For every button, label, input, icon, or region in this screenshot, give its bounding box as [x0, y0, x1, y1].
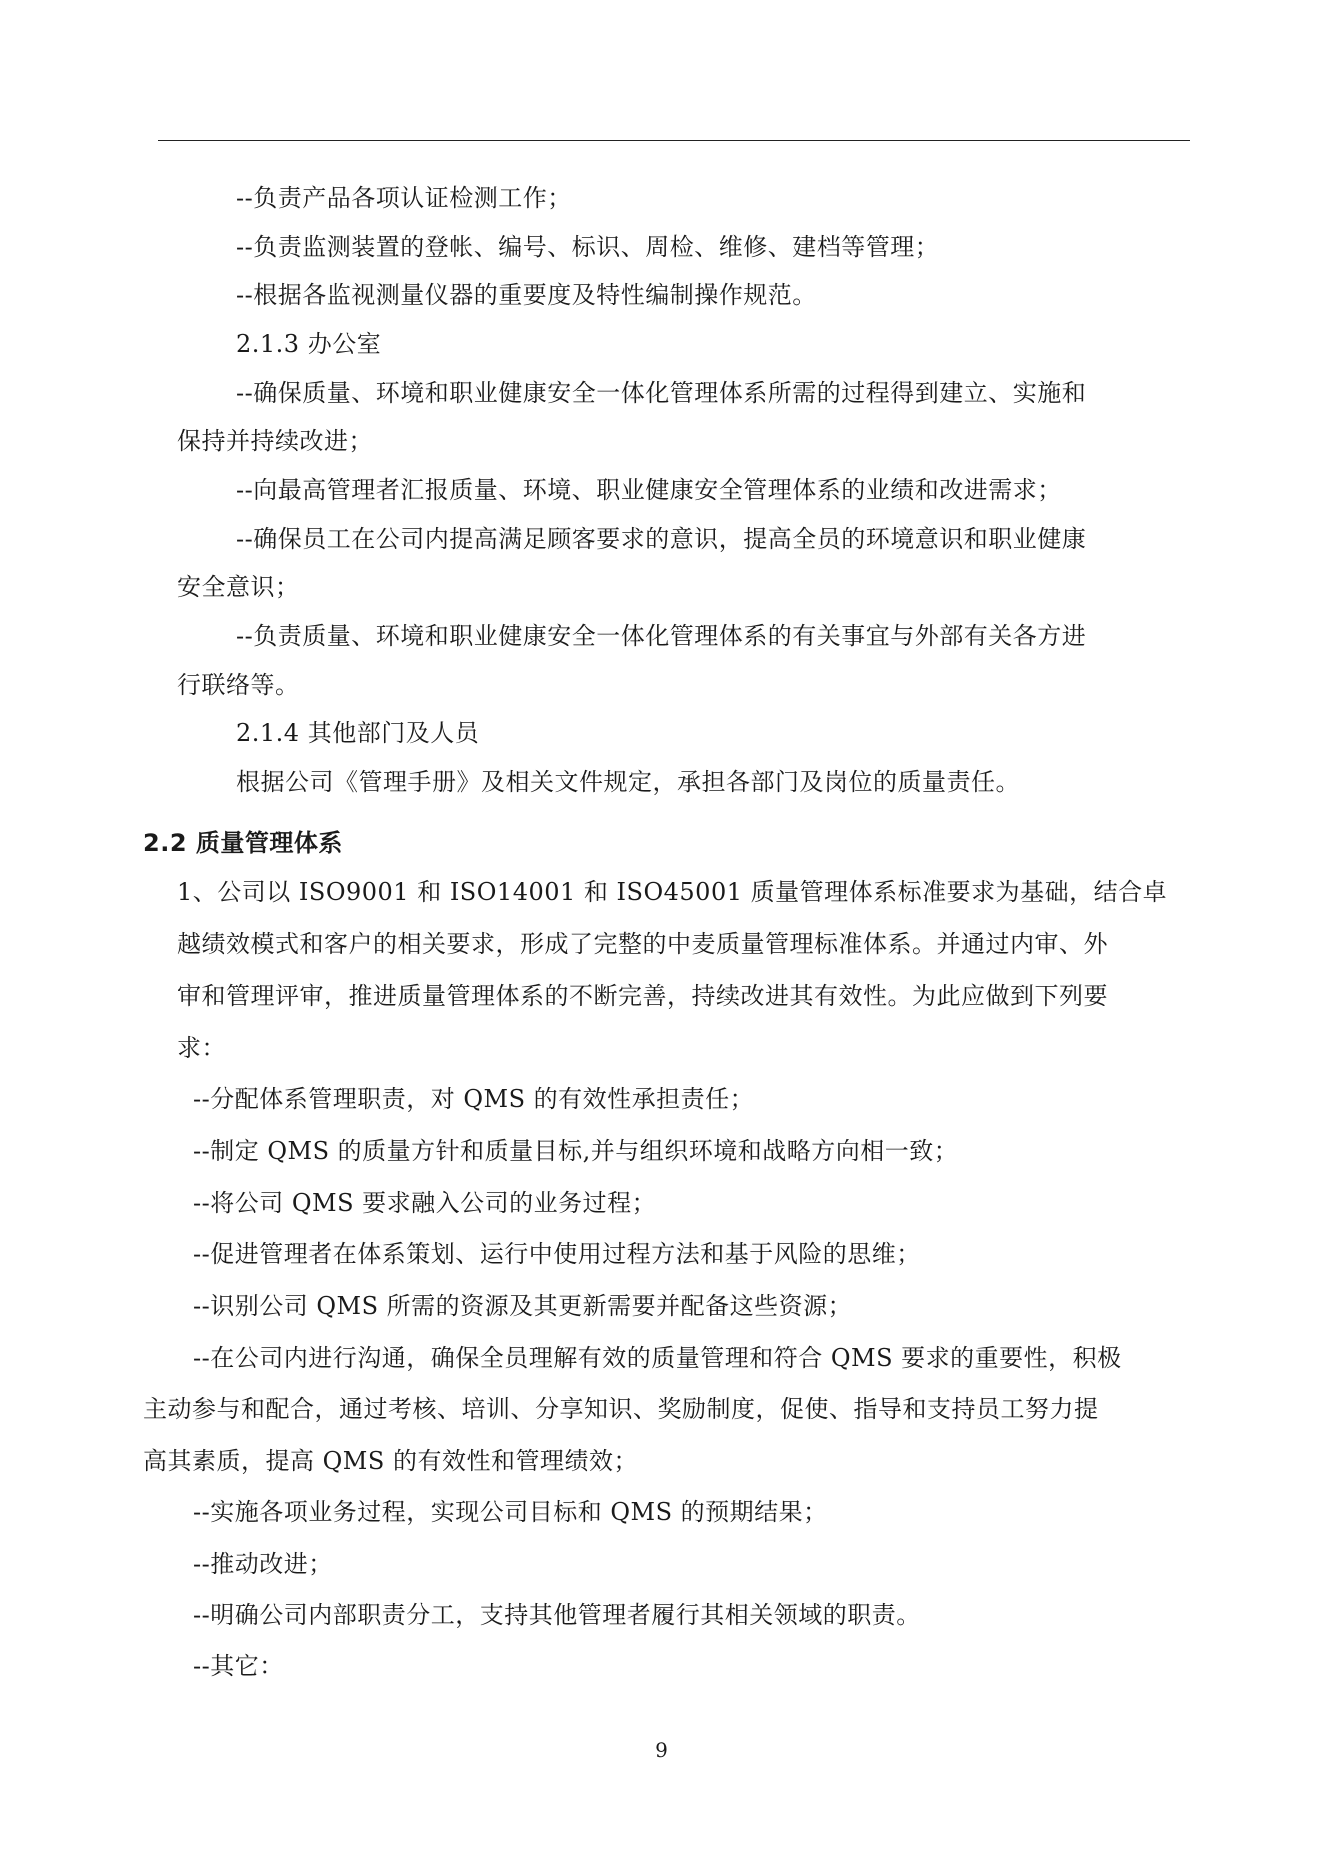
text-line: --分配体系管理职责，对 QMS 的有效性承担责任； [193, 1085, 755, 1113]
text-line: --负责质量、环境和职业健康安全一体化管理体系的有关事宜与外部有关各方进 [236, 622, 1087, 650]
text-line: 1、公司以 ISO9001 和 ISO14001 和 ISO45001 质量管理体系标准要求为基础，结合卓 [177, 878, 1168, 906]
text-line: --促进管理者在体系策划、运行中使用过程方法和基于风险的思维； [193, 1240, 921, 1268]
section-heading-2-1-3: 2.1.3 办公室 [236, 330, 382, 358]
section-heading-2-2: 2.2 质量管理体系 [143, 829, 343, 857]
text-line: --实施各项业务过程，实现公司目标和 QMS 的预期结果； [193, 1498, 828, 1526]
text-line: 保持并持续改进； [177, 427, 373, 455]
text-line: 越绩效模式和客户的相关要求，形成了完整的中麦质量管理标准体系。并通过内审、外 [177, 930, 1108, 958]
text-line: 行联络等。 [177, 671, 300, 699]
text-line: 审和管理评审，推进质量管理体系的不断完善，持续改进其有效性。为此应做到下列要 [177, 982, 1108, 1010]
text-line: --负责监测装置的登帐、编号、标识、周检、维修、建档等管理； [236, 233, 940, 261]
text-line: --负责产品各项认证检测工作； [236, 184, 572, 212]
header-rule [158, 140, 1190, 141]
text-line: --在公司内进行沟通，确保全员理解有效的质量管理和符合 QMS 要求的重要性，积极 [193, 1344, 1122, 1372]
text-line: --将公司 QMS 要求融入公司的业务过程； [193, 1189, 657, 1217]
text-line: --推动改进； [193, 1550, 333, 1578]
text-line: --识别公司 QMS 所需的资源及其更新需要并配备这些资源； [193, 1292, 853, 1320]
section-heading-2-1-4: 2.1.4 其他部门及人员 [236, 719, 480, 747]
text-line: --制定 QMS 的质量方针和质量目标,并与组织环境和战略方向相一致； [193, 1137, 959, 1165]
text-line: --确保质量、环境和职业健康安全一体化管理体系所需的过程得到建立、实施和 [236, 379, 1087, 407]
text-line: --确保员工在公司内提高满足顾客要求的意识，提高全员的环境意识和职业健康 [236, 525, 1087, 553]
text-line: --根据各监视测量仪器的重要度及特性编制操作规范。 [236, 281, 817, 309]
text-line: 安全意识； [177, 573, 300, 601]
text-line: --其它： [193, 1652, 284, 1680]
page-number: 9 [655, 1738, 668, 1762]
text-line: 高其素质，提高 QMS 的有效性和管理绩效； [143, 1447, 638, 1475]
text-line: 主动参与和配合，通过考核、培训、分享知识、奖励制度，促使、指导和支持员工努力提 [143, 1395, 1099, 1423]
text-line: 根据公司《管理手册》及相关文件规定，承担各部门及岗位的质量责任。 [236, 768, 1020, 796]
text-line: 求： [177, 1034, 226, 1062]
text-line: --向最高管理者汇报质量、环境、职业健康安全管理体系的业绩和改进需求； [236, 476, 1062, 504]
text-line: --明确公司内部职责分工，支持其他管理者履行其相关领域的职责。 [193, 1601, 921, 1629]
